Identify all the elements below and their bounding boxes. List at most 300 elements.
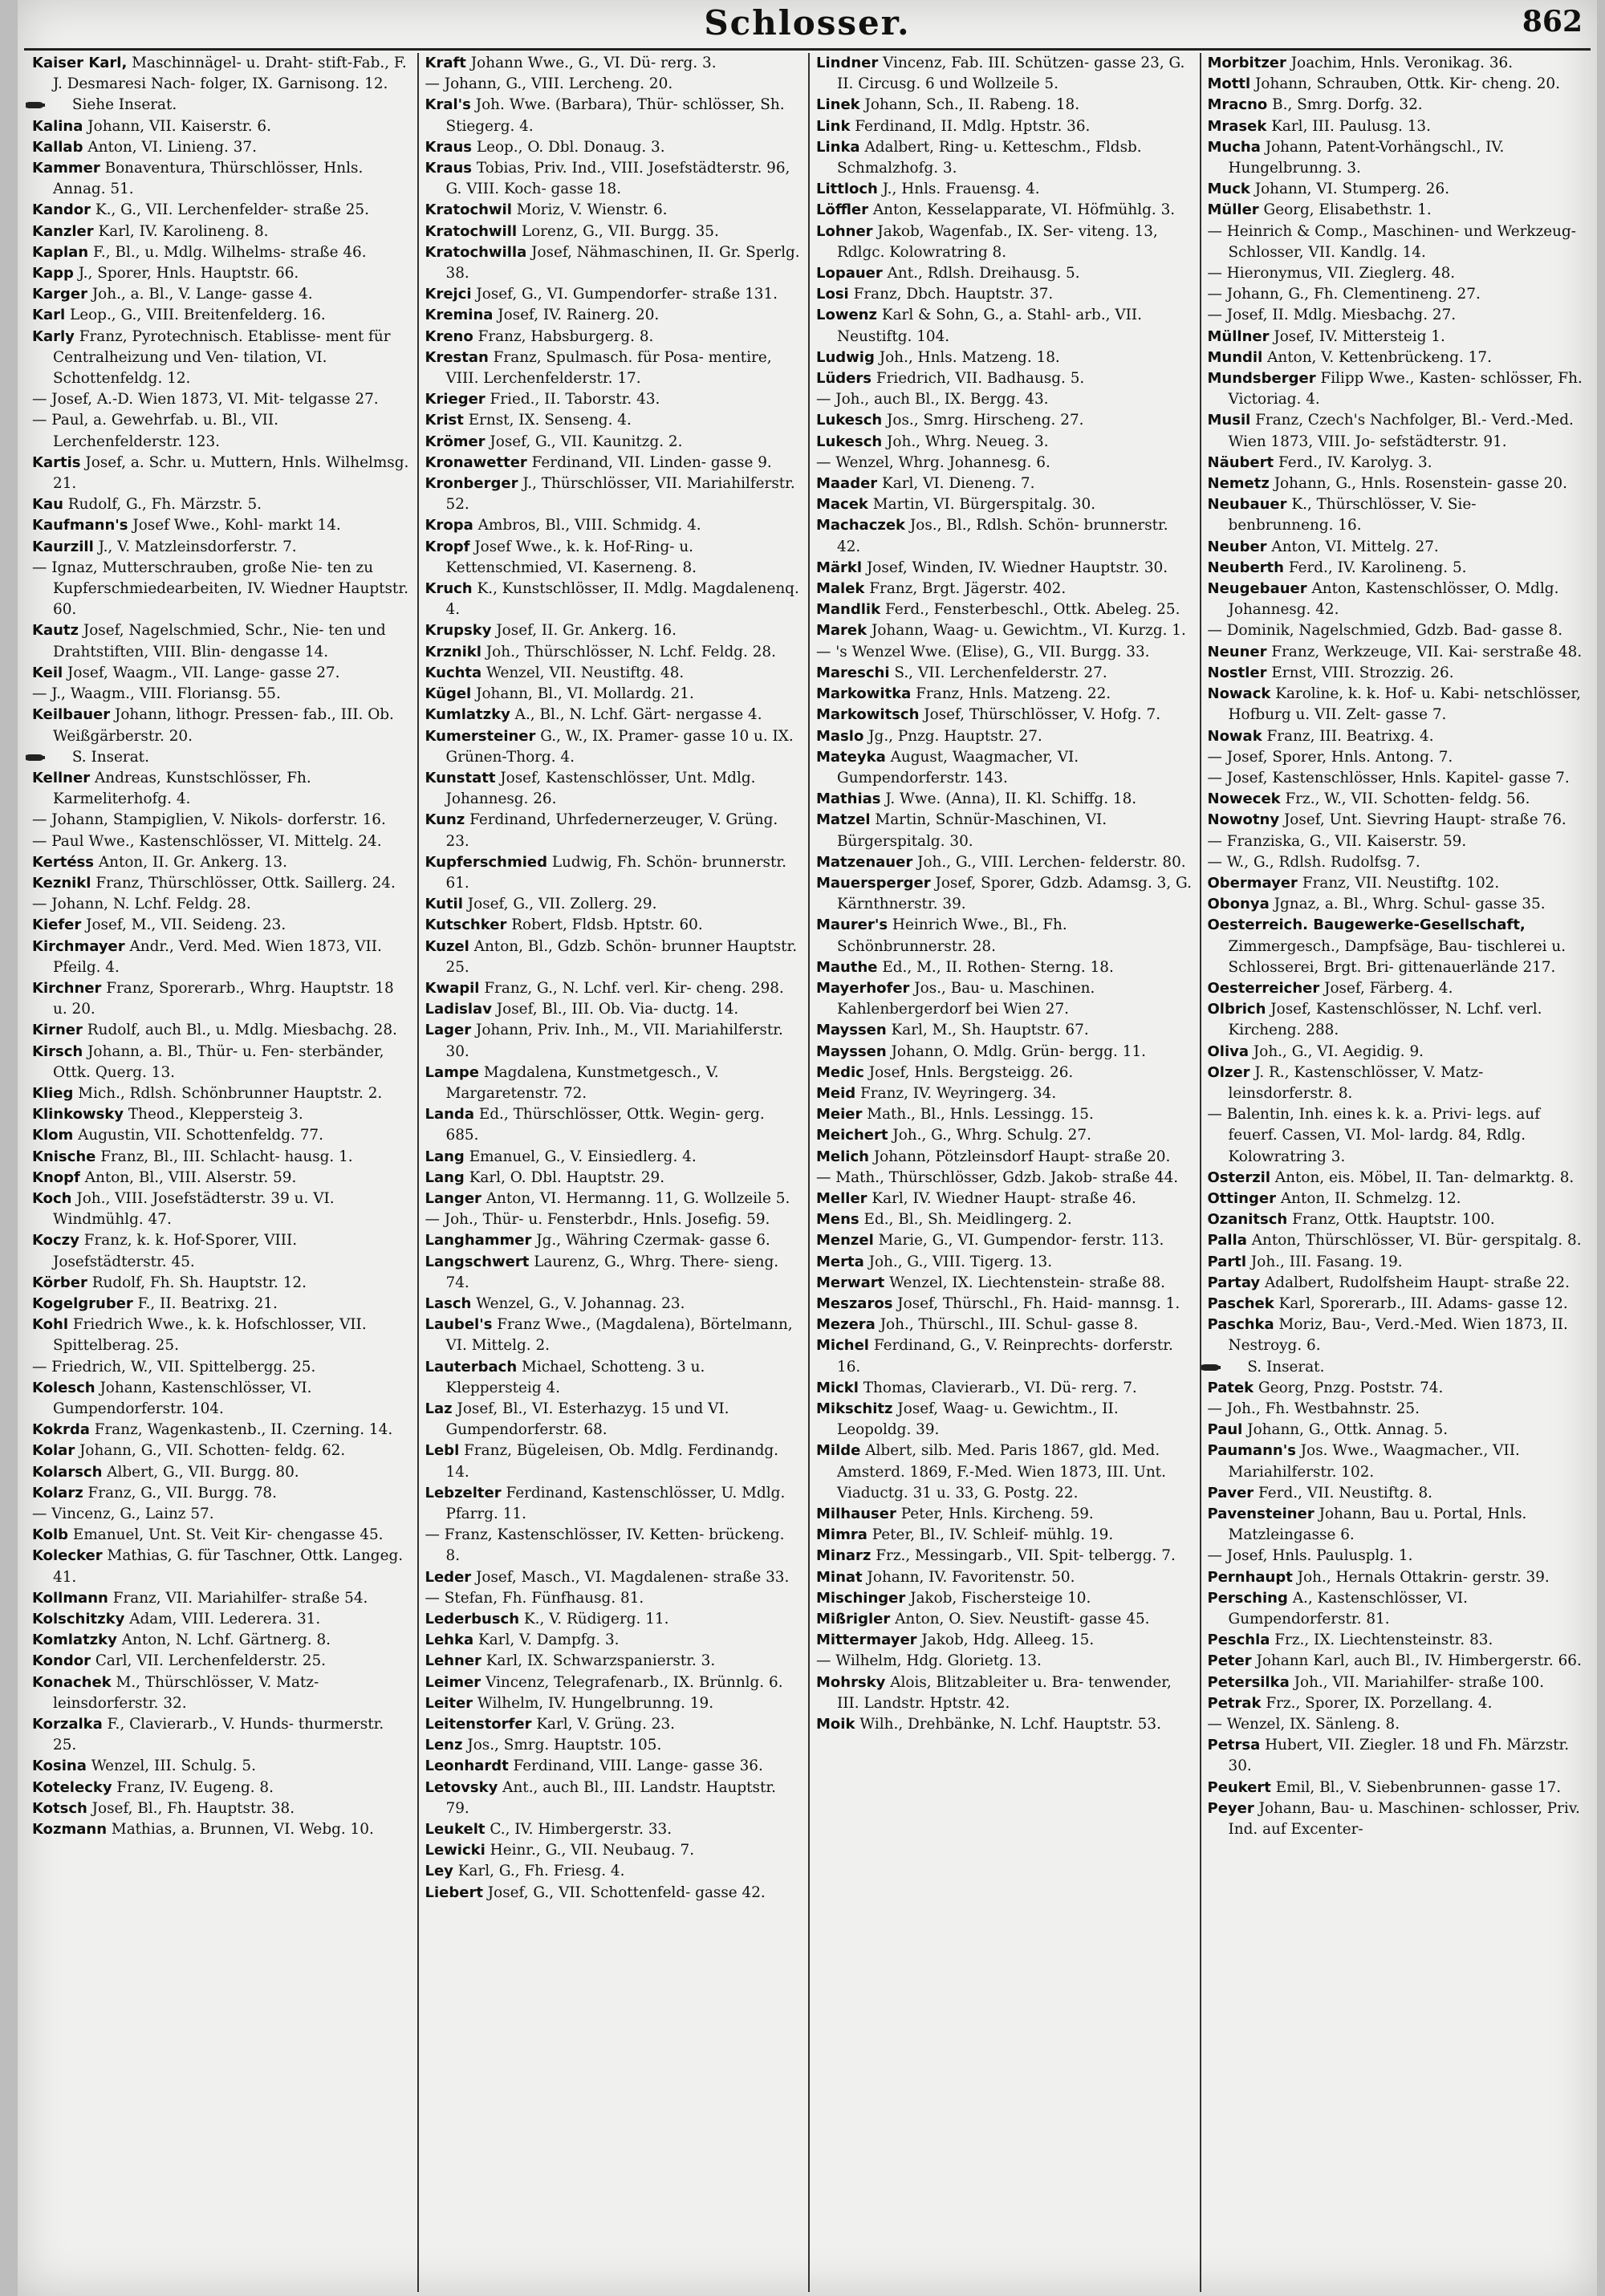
entry-details: Franz, VII. Neustiftg. 102. [1302,874,1500,892]
directory-entry [425,537,802,579]
directory-entry [32,1104,411,1125]
entry-name: Mandlik [816,601,881,619]
entry-name: Kirchmayer [32,937,125,955]
entry-details: — Josef, Kastenschlösser, Hnls. Kapitel- gasse 7. [1207,769,1570,786]
directory-entry [32,768,411,810]
directory-entry [32,1630,411,1651]
entry-name: Peyer [1207,1799,1254,1817]
entry-details: Josef, Thürschl., Fh. Haid- mannsg. 1. [897,1294,1180,1312]
directory-columns [26,53,1591,2292]
directory-entry [1208,1714,1585,1735]
directory-entry [1208,642,1585,663]
directory-entry [816,116,1193,137]
directory-entry [425,1609,802,1630]
directory-entry [425,1525,802,1567]
entry-details: Franz, Ottk. Hauptstr. 100. [1292,1211,1495,1229]
directory-entry [32,137,411,158]
entry-details: A., Bl., N. Lchf. Gärt- nergasse 4. [514,706,762,724]
entry-details: Josef, G., VII. Schottenfeld- gasse 42. [487,1884,766,1901]
entry-details: — Wenzel, IX. Sänleng. 8. [1207,1716,1400,1733]
entry-name: Paumann's [1207,1442,1296,1460]
entry-details: Anton, VI. Mittelg. 27. [1271,538,1439,555]
entry-details: Franz, IV. Eugeng. 8. [116,1778,274,1796]
entry-details: J. Wwe. (Anna), II. Kl. Schiffg. 18. [885,790,1137,808]
entry-details: Michael, Schotteng. 3 u. Kleppersteig 4. [445,1358,705,1396]
entry-name: Meszaros [816,1294,893,1312]
entry-details: Anton, VI. Hermanng. 11, G. Wollzeile 5. [486,1189,790,1207]
entry-details: Johann, Patent-Vorhängschl., IV. Hungelbrunng. 3. [1228,138,1505,177]
directory-entry [32,1357,411,1378]
directory-entry [1208,1672,1585,1693]
entry-details: — Joh., Thür- u. Fensterbdr., Hnls. Josefig. 59. [425,1211,770,1229]
entry-name: Pavensteiner [1207,1506,1314,1523]
entry-details: Josef, IV. Rainerg. 20. [498,307,660,324]
directory-entry [32,1189,411,1230]
entry-name: Lindner [816,55,879,71]
directory-entry [32,1714,411,1756]
entry-name: Patek [1207,1379,1254,1396]
entry-name: Kwapil [425,979,480,997]
directory-entry [816,705,1193,725]
entry-name: Krömer [425,433,486,450]
entry-details: Joh., VII. Mariahilfer- straße 100. [1294,1673,1545,1691]
directory-entry [425,473,802,515]
entry-name: Merta [816,1253,864,1270]
entry-details: Filipp Wwe., Kasten- schlösser, Fh. Victoriag. 4. [1228,370,1583,408]
entry-name: Milhauser [816,1506,896,1523]
directory-entry [816,1441,1193,1504]
directory-entry [32,284,411,305]
entry-name: Kropa [425,517,473,534]
directory-entry [32,620,411,662]
directory-entry [32,747,411,768]
entry-details: Ernst, IX. Senseng. 4. [468,412,632,429]
entry-details: Rudolf, Fh. Sh. Hauptstr. 12. [91,1274,307,1291]
directory-entry [425,305,802,326]
entry-name: Kruch [425,580,473,598]
entry-details: Leop., G., VIII. Breitenfelderg. 16. [70,307,326,324]
entry-details: Franz, Dbch. Hauptstr. 37. [853,286,1054,303]
directory-entry [32,1020,411,1041]
entry-name: Letovsky [425,1778,498,1796]
directory-entry [32,978,411,1020]
entry-details: Ant., auch Bl., III. Landstr. Hauptstr. 79. [445,1778,776,1817]
entry-name: Merwart [816,1274,885,1291]
directory-entry [816,1525,1193,1546]
directory-entry [816,1125,1193,1146]
entry-details: Franz, Thürschlösser, Ottk. Saillerg. 24. [95,874,396,892]
directory-entry [1208,1441,1585,1482]
entry-details: Josef, Sporer, Gdzb. Adamsg. 3, G. Kärnthnerstr. 39. [837,874,1192,913]
entry-name: Müllner [1207,327,1270,345]
entry-details: Karl, O. Dbl. Hauptstr. 29. [469,1168,665,1186]
entry-name: Keznikl [32,874,91,892]
entry-name: Lampe [425,1063,479,1081]
entry-name: Obonya [1207,896,1270,913]
entry-name: Kolar [32,1442,75,1460]
entry-details: Karoline, k. k. Hof- u. Kabi- netschlösser, Hofburg u. VII. Zelt- gasse 7. [1228,685,1581,724]
entry-details: Adalbert, Rudolfsheim Haupt- straße 22. [1265,1274,1570,1291]
directory-entry [816,1063,1193,1083]
pointing-hand-icon [35,750,67,765]
entry-name: Muck [1207,181,1250,198]
directory-entry [1208,684,1585,725]
entry-details: Franz, Sporerarb., Whrg. Hauptstr. 18 u. 20. [53,979,394,1018]
entry-name: Kunstatt [425,769,496,786]
entry-details: F., II. Beatrixg. 21. [137,1294,278,1312]
directory-entry [1208,116,1585,137]
directory-entry [816,747,1193,789]
directory-entry [425,1883,802,1904]
directory-entry [32,1483,411,1504]
entry-details: Ant., Rdlsh. Dreihausg. 5. [887,265,1080,282]
directory-entry [425,221,802,242]
entry-name: Linek [816,96,860,114]
entry-name: Osterzil [1207,1168,1271,1186]
directory-entry [816,1168,1193,1189]
entry-name: Karly [32,327,75,345]
header-rule [24,48,1591,51]
entry-name: Komlatzky [32,1632,117,1649]
directory-entry [1208,579,1585,620]
entry-details: Joh., G., VI. Aegidig. 9. [1253,1042,1424,1060]
directory-entry [425,1651,802,1672]
directory-entry [425,999,802,1020]
entry-details: Franz, Czech's Nachfolger, Bl.- Verd.-Med. Wien 1873, VIII. Jo- sefstädterstr. 91. [1228,412,1574,450]
entry-details: S. Inserat. [71,748,149,766]
directory-entry [425,1020,802,1062]
directory-entry [425,1819,802,1840]
entry-name: Kohl [32,1316,68,1334]
entry-details: Franz Wwe., (Magdalena), Börtelmann, VI. Mittelg. 2. [445,1316,793,1355]
entry-details: Franz, Bügeleisen, Ob. Mdlg. Ferdinandg. 14. [445,1442,778,1481]
directory-entry [816,515,1193,557]
entry-details: Karl, G., Fh. Friesg. 4. [457,1863,625,1880]
directory-entry [816,389,1193,410]
entry-name: Kokrda [32,1421,90,1439]
entry-details: Joh., G., VIII. Lerchen- felderstr. 80. [917,853,1186,871]
entry-details: Johann, O. Mdlg. Grün- bergg. 11. [891,1042,1146,1060]
directory-entry [32,95,411,116]
entry-details: Anton, Kastenschlösser, O. Mdlg. Johannesg. 42. [1228,580,1559,619]
entry-details: Jg., Währing Czermak- gasse 6. [536,1232,770,1250]
entry-name: Ley [425,1863,453,1880]
directory-entry [1208,1420,1585,1441]
entry-details: — Johann, G., VIII. Lercheng. 20. [425,75,673,93]
directory-entry [32,831,411,852]
entry-details: Johann, VI. Stumperg. 26. [1254,181,1450,198]
directory-entry [816,1609,1193,1630]
directory-entry [1208,978,1585,999]
entry-details: Anton, II. Schmelzg. 12. [1280,1189,1461,1207]
directory-entry [32,221,411,242]
entry-name: Mittermayer [816,1632,917,1649]
entry-name: Petrsa [1207,1737,1261,1754]
entry-details: Ferd., IV. Karolyg. 3. [1278,453,1432,471]
entry-name: Landa [425,1106,474,1124]
entry-name: Märkl [816,559,863,576]
directory-entry [1208,453,1585,473]
entry-details: Franz, VII. Mariahilfer- straße 54. [112,1589,368,1607]
entry-details: Johann, G., Ottk. Annag. 5. [1247,1421,1449,1439]
entry-details: Johann, Bau u. Portal, Hnls. Matzleingasse 6. [1228,1506,1527,1544]
entry-details: Joh., Hnls. Matzeng. 18. [879,348,1060,366]
entry-details: Zimmergesch., Dampfsäge, Bau- tischlerei u. Schlosserei, Brgt. Bri- gittenauerlände 217. [1228,937,1566,976]
entry-details: Heinrich Wwe., Bl., Fh. Schönbrunnerstr. 28. [837,916,1067,955]
entry-name: Obermayer [1207,874,1298,892]
entry-name: Kaplan [32,243,89,261]
directory-entry [425,410,802,431]
entry-details: Joh., Thürschlösser, N. Lchf. Feldg. 28. [486,643,776,660]
entry-details: J., Sporer, Hnls. Hauptstr. 66. [78,265,299,282]
directory-entry [32,327,411,390]
entry-name: Mischinger [816,1589,906,1607]
entry-name: Kronawetter [425,453,527,471]
directory-entry [425,810,802,851]
directory-entry [32,852,411,873]
directory-entry [425,726,802,768]
entry-name: Lauterbach [425,1358,518,1376]
entry-details: Johann, Schrauben, Ottk. Kir- cheng. 20. [1255,75,1560,93]
directory-entry [425,432,802,453]
directory-entry [32,1798,411,1819]
entry-name: Karger [32,286,87,303]
directory-entry [425,1840,802,1861]
entry-name: Nowecek [1207,790,1281,808]
entry-details: Bonaventura, Thürschlösser, Hnls. Annag. 51. [53,160,364,198]
entry-details: Franz, Spulmasch. für Posa- mentire, VIII. Lerchenfelderstr. 17. [445,348,772,388]
entry-details: Karl, VI. Dieneng. 7. [882,475,1035,493]
entry-name: Kogelgruber [32,1294,133,1312]
entry-details: Joh., Hernals Ottakrin- gerstr. 39. [1297,1568,1550,1586]
page-number: 862 [1522,5,1583,39]
directory-entry [425,1168,802,1189]
entry-name: Kupferschmied [425,853,547,871]
entry-name: Kotsch [32,1799,87,1817]
entry-name: Lebzelter [425,1484,502,1502]
entry-details: Carl, VII. Lerchenfelderstr. 25. [95,1652,327,1670]
entry-details: J., Thürschlösser, VII. Mariahilferstr. 52. [445,475,795,514]
directory-entry [425,1567,802,1588]
directory-entry [425,515,802,536]
entry-name: Lukesch [816,412,883,429]
entry-name: Kutil [425,896,463,913]
entry-name: Nemetz [1207,475,1270,493]
directory-entry [816,1230,1193,1251]
entry-name: Korzalka [32,1716,103,1733]
directory-entry [32,1315,411,1356]
entry-details: — Wilhelm, Hdg. Glorietg. 13. [816,1652,1042,1670]
entry-name: Keilbauer [32,706,111,724]
directory-entry [816,1294,1193,1315]
directory-entry [816,1567,1193,1588]
entry-details: — Johann, N. Lchf. Feldg. 28. [32,896,251,913]
entry-details: Martin, Schnür-Maschinen, VI. Bürgerspitalg. 30. [837,811,1107,850]
directory-entry [425,1357,802,1399]
entry-name: Kolb [32,1526,69,1544]
entry-details: Ferd., Fensterbeschl., Ottk. Abeleg. 25. [884,601,1180,619]
entry-name: Krist [425,412,464,429]
entry-name: Markowitka [816,685,912,703]
directory-entry [1208,558,1585,579]
entry-name: Kozmann [32,1821,108,1839]
directory-entry [1208,179,1585,200]
directory-entry [1208,1735,1585,1777]
entry-name: Peter [1207,1652,1252,1670]
entry-name: Lehner [425,1652,482,1670]
entry-name: Laz [425,1400,453,1417]
entry-name: Morbitzer [1207,55,1286,71]
entry-details: Jg., Pnzg. Hauptstr. 27. [868,727,1042,745]
entry-details: Wenzel, VII. Neustiftg. 48. [486,664,685,681]
entry-details: — Josef, Sporer, Hnls. Antong. 7. [1207,748,1453,766]
directory-entry [32,705,411,746]
entry-name: Kellner [32,769,91,786]
entry-details: Josef, IV. Mittersteig 1. [1274,327,1445,345]
directory-entry [425,768,802,810]
entry-name: Kau [32,496,63,514]
directory-entry [1208,999,1585,1041]
entry-name: Kandor [32,201,91,219]
entry-name: Kaurzill [32,538,94,555]
entry-details: — Josef, Hnls. Paulusplg. 1. [1207,1547,1413,1565]
entry-name: Liebert [425,1884,483,1901]
entry-details: Josef, II. Gr. Ankerg. 16. [496,622,677,640]
entry-name: Klinkowsky [32,1106,124,1124]
entry-name: Ozanitsch [1207,1211,1288,1229]
entry-name: Koch [32,1189,72,1207]
entry-details: Emanuel, Unt. St. Veit Kir- chengasse 45. [72,1526,384,1544]
directory-entry [1208,1230,1585,1251]
directory-entry [425,1147,802,1168]
entry-name: Knopf [32,1168,80,1186]
directory-entry [1208,1798,1585,1840]
entry-details: Anton, O. Siev. Neustift- gasse 45. [895,1611,1150,1628]
entry-details: Johann, Waag- u. Gewichtm., VI. Kurzg. 1. [871,622,1186,640]
entry-details: M., Thürschlösser, V. Matz- leinsdorferstr. 32. [53,1673,319,1712]
directory-entry [1208,74,1585,95]
directory-entry [1208,1399,1585,1420]
entry-name: Kautz [32,622,79,640]
entry-details: — Wenzel, Whrg. Johannesg. 6. [816,453,1050,471]
directory-entry [32,1462,411,1483]
entry-name: Mrasek [1207,117,1267,135]
directory-entry [32,1294,411,1315]
entry-details: Friedrich, VII. Badhausg. 5. [876,370,1085,388]
directory-entry [32,1230,411,1272]
directory-entry [816,1147,1193,1168]
entry-details: Georg, Pnzg. Poststr. 74. [1258,1379,1444,1396]
directory-entry [1208,1104,1585,1168]
directory-entry [816,1315,1193,1335]
entry-name: Milde [816,1442,861,1460]
entry-details: Wenzel, G., V. Johannag. 23. [476,1294,685,1312]
directory-entry [1208,347,1585,368]
entry-name: Leder [425,1568,472,1586]
directory-entry [425,1209,802,1230]
entry-name: Langschwert [425,1253,530,1270]
directory-entry [425,347,802,389]
directory-entry [425,978,802,999]
entry-name: Matzel [816,811,871,829]
entry-details: — Franz, Kastenschlösser, IV. Ketten- brückeng. 8. [425,1526,785,1565]
entry-name: Kolecker [32,1547,103,1565]
entry-details: Peter, Hnls. Kircheng. 59. [900,1506,1094,1523]
directory-entry [816,1335,1193,1377]
entry-details: Ed., M., II. Rothen- Sterng. 18. [882,958,1114,976]
directory-entry [32,894,411,915]
entry-details: — Heinrich & Comp., Maschinen- und Werkzeug-Schlosser, VII. Kandlg. 14. [1207,222,1576,261]
entry-name: Mauersperger [816,874,931,892]
directory-entry [1208,284,1585,305]
entry-details: Mathias, a. Brunnen, VI. Webg. 10. [111,1821,374,1839]
entry-name: Körber [32,1274,87,1291]
entry-details: Jakob, Fischersteige 10. [910,1589,1091,1607]
directory-entry [425,705,802,725]
directory-entry [1208,537,1585,558]
directory-entry [1208,410,1585,452]
entry-details: Josef, Masch., VI. Magdalenen- straße 33. [476,1568,790,1586]
directory-entry [816,1588,1193,1609]
directory-entry [1208,663,1585,684]
entry-name: Nostler [1207,664,1267,681]
entry-details: Karl, V. Dampfg. 3. [477,1632,620,1649]
entry-name: Kraus [425,138,472,156]
entry-details: B., Smrg. Dorfg. 32. [1272,96,1423,114]
directory-entry [425,579,802,620]
entry-details: C., IV. Himbergerstr. 33. [490,1821,672,1839]
directory-entry [816,179,1193,200]
directory-entry [32,1420,411,1441]
directory-entry [425,852,802,894]
entry-name: Mottl [1207,75,1251,93]
entry-details: Moriz, Bau-, Verd.-Med. Wien 1873, II. Nestroyg. 6. [1228,1316,1568,1355]
directory-entry [816,642,1193,663]
entry-details: Ernst, VIII. Strozzig. 26. [1271,664,1454,681]
entry-details: Wilhelm, IV. Hungelbrunng. 19. [477,1694,714,1712]
entry-name: Mayerhofer [816,979,910,997]
directory-entry [816,1546,1193,1567]
directory-entry [32,1273,411,1294]
entry-details: Joh., Whrg. Neueg. 3. [887,433,1049,450]
directory-entry [1208,263,1585,284]
entry-details: Josef, Thürschlösser, V. Hofg. 7. [924,706,1161,724]
entry-details: Jos., Smrg. Hirscheng. 27. [887,412,1084,429]
entry-details: Josef Wwe., k. k. Hof-Ring- u. Kettenschmied, VI. Kaserneng. 8. [445,538,697,576]
entry-details: Tobias, Priv. Ind., VIII. Josefstädterstr. 96, G. VIII. Koch- gasse 18. [445,160,790,198]
entry-details: Hubert, VII. Ziegler. 18 und Fh. Märzstr. 30. [1228,1737,1570,1775]
entry-details: Josef, Färberg. 4. [1324,979,1453,997]
directory-entry [32,1125,411,1146]
entry-details: Karl, III. Paulusg. 13. [1271,117,1431,135]
directory-entry [32,1756,411,1777]
directory-entry [816,1399,1193,1441]
entry-details: K., Kunstschlösser, II. Mdlg. Magdalenenq. 4. [445,580,799,619]
entry-name: Nowack [1207,685,1271,703]
directory-entry [1208,53,1585,74]
entry-name: Laubel's [425,1316,493,1334]
entry-details: Albert, silb. Med. Paris 1867, gld. Med. Amsterd. 1869, F.-Med. Wien 1873, III. Unt. Viaductg. 31 u. 33, G. Postg. 22. [837,1442,1166,1502]
entry-name: Neuberth [1207,559,1284,576]
directory-entry [32,684,411,705]
directory-entry [1208,368,1585,410]
directory-entry [816,95,1193,116]
column-1 [26,53,417,2292]
entry-name: Mimra [816,1526,868,1544]
entry-details: Karl, M., Sh. Hauptstr. 67. [891,1022,1089,1039]
directory-entry [425,158,802,200]
entry-name: Kirsch [32,1042,83,1060]
